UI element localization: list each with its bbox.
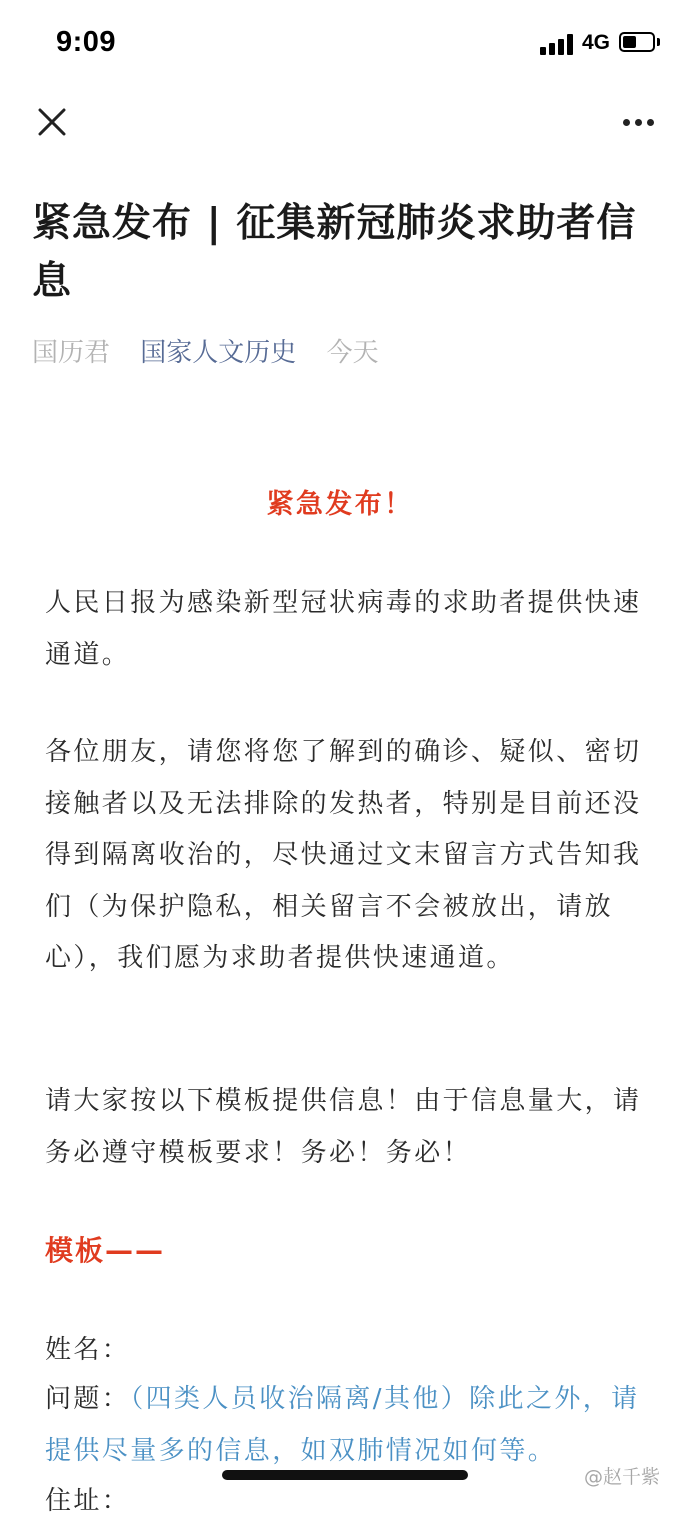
paragraph-intro: 人民日报为感染新型冠状病毒的求助者提供快速通道。 bbox=[45, 588, 642, 670]
field-name-label: 姓名： bbox=[45, 1335, 131, 1365]
publish-date: 今天 bbox=[326, 338, 379, 368]
more-icon bbox=[623, 119, 630, 126]
more-icon-dot bbox=[635, 119, 642, 126]
paragraph-request: 各位朋友，请您将您了解到的确诊、疑似、密切接触者以及无法排除的发热者，特别是目前还没得到隔离收治的，尽快通过文末留言方式告知我们（为保护隐私，相关留言不会被放出，请放心），我们愿为求助者提供快速通道。 bbox=[45, 737, 642, 973]
home-indicator[interactable] bbox=[222, 1470, 468, 1480]
more-options-button[interactable] bbox=[610, 104, 666, 140]
field-address bbox=[45, 1476, 655, 1528]
status-time: 9:09 bbox=[56, 26, 117, 58]
article-title: 紧急发布 | 征集新冠肺炎求助者信息 bbox=[32, 201, 637, 304]
cellular-signal-icon bbox=[540, 33, 574, 55]
template-label: 模板—— bbox=[45, 1234, 166, 1267]
status-bar bbox=[0, 0, 690, 88]
battery-cap bbox=[657, 38, 660, 46]
article-author: 国历君 bbox=[32, 338, 111, 368]
field-name bbox=[45, 1325, 655, 1377]
battery-fill bbox=[623, 36, 636, 48]
article-meta bbox=[32, 333, 379, 373]
field-issue-hint: （四类人员收治隔离/其他）除此之外，请提供尽量多的信息，如双肺情况如何等。 bbox=[45, 1384, 640, 1466]
urgent-heading: 紧急发布！ bbox=[266, 489, 414, 520]
field-address-label: 住址： bbox=[45, 1486, 131, 1516]
battery-icon bbox=[619, 32, 655, 52]
field-issue-label: 问题： bbox=[45, 1384, 131, 1414]
network-type: 4G bbox=[582, 31, 611, 54]
account-link[interactable]: 国家人文历史 bbox=[140, 338, 297, 368]
close-button[interactable] bbox=[30, 100, 74, 144]
more-icon-dot bbox=[647, 119, 654, 126]
weibo-watermark: @赵千紫 bbox=[584, 1466, 661, 1488]
close-icon bbox=[30, 100, 74, 144]
paragraph-instructions: 请大家按以下模板提供信息！由于信息量大，请务必遵守模板要求！务必！务必！ bbox=[45, 1086, 642, 1168]
field-issue bbox=[45, 1374, 655, 1477]
